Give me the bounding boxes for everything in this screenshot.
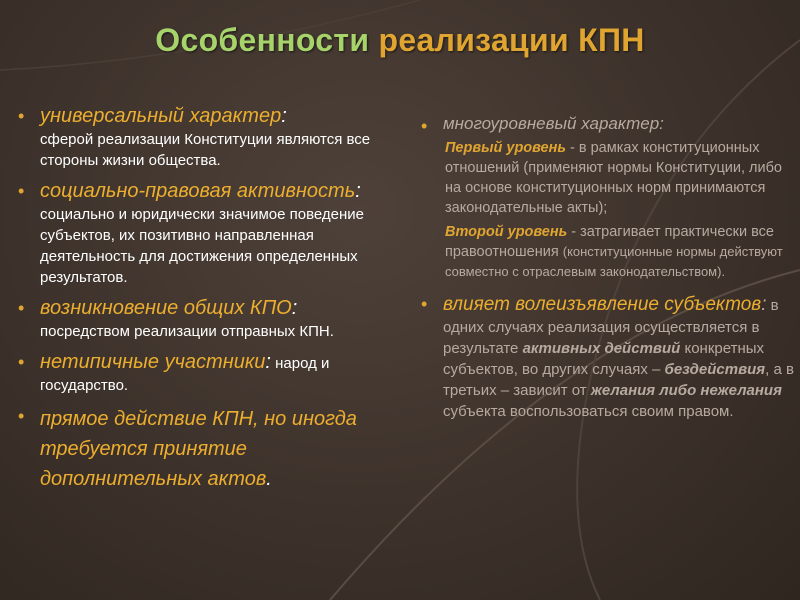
- list-item: [415, 114, 795, 134]
- bullet-icon: •: [18, 106, 25, 126]
- bullet-icon: •: [18, 298, 25, 318]
- item-colon: :: [291, 297, 298, 319]
- right-column: [415, 114, 795, 430]
- level-one-label: Первый уровень: [445, 140, 566, 156]
- bullet-icon: •: [421, 294, 428, 314]
- item-heading: влияет волеизъявление субъектов: [443, 294, 762, 315]
- item-colon: :: [659, 114, 664, 133]
- item-colon: .: [266, 468, 272, 490]
- level-one-description: - в рамках конституционных отношений (применяют нормы Конституции, либо на основе конституционных норм принимаются законодательные акты);: [445, 140, 782, 216]
- item-heading: возникновение общих КПО: [40, 297, 292, 319]
- title-part1: Особенности: [155, 22, 370, 58]
- item-heading: многоуровневый характер: [443, 114, 660, 133]
- item-colon: :: [355, 180, 361, 202]
- level-one-text: [415, 138, 795, 218]
- list-item: [12, 296, 392, 342]
- list-item: [12, 350, 392, 396]
- item-colon: :: [761, 294, 767, 315]
- level-two-note: (конституционные нормы действуют совместно с отраслевым законодательством).: [445, 244, 783, 279]
- emphasis-desire: желания либо нежелания: [590, 382, 782, 399]
- item-colon: :: [281, 105, 287, 127]
- item-colon: :: [265, 351, 271, 373]
- item-heading: прямое действие КПН, но иногда требуется принятие дополнительных актов: [40, 408, 357, 490]
- item-text-d: субъекта воспользоваться своим правом.: [443, 403, 734, 420]
- level-two-label: Второй уровень: [445, 224, 568, 240]
- item-heading: нетипичные участники: [40, 351, 266, 373]
- emphasis-active-actions: активных действий: [522, 340, 681, 357]
- item-text: посредством реализации отправных КПН.: [40, 323, 334, 340]
- bullet-icon: •: [421, 116, 428, 136]
- list-item: [415, 292, 795, 422]
- item-text-b: конкретных субъектов, во других случаях –: [443, 340, 765, 378]
- page-title: [0, 22, 800, 59]
- item-text-a: в одних случаях реализация осуществляется в результате: [443, 297, 779, 357]
- list-item: [12, 104, 392, 171]
- level-two-text: [415, 222, 795, 282]
- level-two-description: - затрагивает практически все правоотношения: [445, 224, 774, 260]
- list-item: [12, 404, 392, 494]
- item-text: народ и государство.: [40, 355, 330, 394]
- item-heading: социально-правовая активность: [40, 180, 356, 202]
- title-part2: реализации КПН: [378, 22, 645, 58]
- bullet-icon: •: [18, 352, 25, 372]
- item-heading: универсальный характер: [40, 105, 282, 127]
- left-column: [12, 104, 392, 502]
- item-text-c: , а в третьих – зависит от: [443, 361, 794, 399]
- bullet-icon: •: [18, 406, 25, 426]
- item-text: сферой реализации Конституции являются все стороны жизни общества.: [40, 131, 371, 169]
- item-text: социально и юридически значимое поведение субъектов, их позитивно направленная деятельность для достижения определенных результатов.: [40, 206, 365, 286]
- emphasis-inaction: бездействия: [664, 361, 766, 378]
- list-item: [12, 179, 392, 288]
- bullet-icon: •: [18, 181, 25, 201]
